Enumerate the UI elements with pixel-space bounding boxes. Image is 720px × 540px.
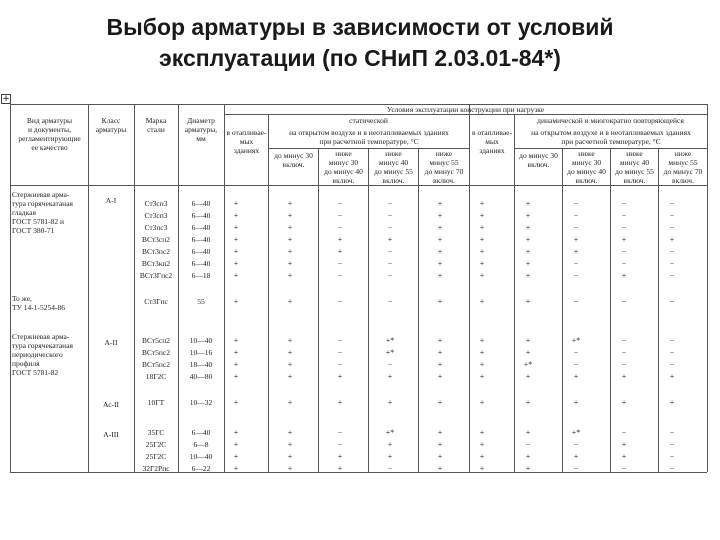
suitability-mark: + [479, 464, 485, 473]
suitability-mark: − [669, 211, 675, 220]
suitability-mark: + [669, 398, 675, 407]
suitability-mark: + [437, 223, 443, 232]
suitability-mark: − [669, 464, 675, 473]
diameter-cell: 6—40 [191, 235, 211, 244]
suitability-mark: − [669, 452, 675, 461]
suitability-mark: + [287, 440, 293, 449]
rebar-type-cell: То же, ТУ 14-1-5254-86 [12, 294, 66, 312]
suitability-mark: + [479, 297, 485, 306]
suitability-mark: + [287, 247, 293, 256]
suitability-mark: − [337, 271, 343, 280]
col-rule-t6 [562, 148, 563, 472]
diameter-cell: 10—32 [189, 398, 213, 407]
suitability-mark: + [437, 428, 443, 437]
suitability-mark: − [387, 199, 393, 208]
suitability-mark: + [287, 223, 293, 232]
steel-grade-cell: Ст3пс3 [144, 223, 168, 232]
suitability-mark: − [337, 259, 343, 268]
suitability-mark: + [337, 398, 343, 407]
suitability-mark: + [233, 348, 239, 357]
suitability-mark: + [233, 464, 239, 473]
suitability-mark: + [233, 336, 239, 345]
steel-grade-cell: Ст3Гпс [144, 297, 168, 306]
suitability-mark: − [621, 199, 627, 208]
suitability-mark: − [669, 348, 675, 357]
suitability-mark: + [287, 372, 293, 381]
suitability-mark: + [233, 211, 239, 220]
diameter-cell: 6—40 [191, 211, 211, 220]
col-rule-t3 [368, 148, 369, 472]
suitability-mark: + [437, 464, 443, 473]
suitability-mark: − [337, 223, 343, 232]
suitability-mark: + [621, 235, 627, 244]
suitability-mark: − [573, 360, 579, 369]
suitability-mark: + [479, 271, 485, 280]
scanned-table [10, 104, 707, 474]
steel-grade-cell: ВСт3кп2 [141, 259, 171, 268]
suitability-mark: − [573, 440, 579, 449]
suitability-mark: + [479, 199, 485, 208]
suitability-mark: + [525, 398, 531, 407]
suitability-mark: + [233, 452, 239, 461]
suitability-mark: + [669, 372, 675, 381]
suitability-mark: + [337, 452, 343, 461]
suitability-mark: − [387, 297, 393, 306]
suitability-mark: + [573, 235, 579, 244]
rebar-class-cell: А-III [103, 430, 119, 439]
suitability-mark: − [669, 259, 675, 268]
suitability-mark: − [387, 271, 393, 280]
suitability-mark: − [387, 211, 393, 220]
header-rebar-type: Вид арматуры и документы, регламентирующие ее качество [18, 116, 81, 152]
suitability-mark: + [287, 464, 293, 473]
suitability-mark: + [337, 464, 343, 473]
suitability-mark: − [573, 348, 579, 357]
suitability-mark: − [525, 440, 531, 449]
suitability-mark: − [621, 211, 627, 220]
diameter-cell: 6—22 [191, 464, 211, 473]
header-temp-4: ниже минус 55 до минус 70 включ. [424, 149, 464, 185]
suitability-mark: − [573, 271, 579, 280]
suitability-mark: − [621, 297, 627, 306]
slide-title-line2: эксплуатации (по СНиП 2.03.01-84*) [159, 45, 561, 71]
suitability-mark: + [437, 360, 443, 369]
suitability-mark: + [287, 211, 293, 220]
header-temp-3: ниже минус 40 до минус 55 включ. [374, 149, 413, 185]
suitability-mark: +* [523, 360, 533, 369]
suitability-mark: + [525, 428, 531, 437]
suitability-mark: − [387, 223, 393, 232]
suitability-mark: − [621, 360, 627, 369]
header-heated-dynamic: в отапливае- мых зданиях [471, 128, 513, 155]
diameter-cell: 6—40 [191, 223, 211, 232]
rebar-type-cell: Стержневая арма- тура горячекатаная гладкая ГОСТ 5781-82 и ГОСТ 380-71 [12, 190, 73, 235]
suitability-mark: + [287, 398, 293, 407]
suitability-mark: + [479, 336, 485, 345]
header-rule-1 [224, 114, 707, 115]
suitability-mark: − [669, 223, 675, 232]
suitability-mark: + [437, 398, 443, 407]
diameter-cell: 10—16 [189, 348, 213, 357]
suitability-mark: + [525, 372, 531, 381]
steel-grade-cell: 32Г2Рпс [142, 464, 170, 473]
suitability-mark: + [387, 372, 393, 381]
suitability-mark: + [525, 223, 531, 232]
diameter-cell: 10—40 [189, 452, 213, 461]
suitability-mark: +* [385, 428, 395, 437]
suitability-mark: + [525, 235, 531, 244]
rebar-class-cell: Ас-II [102, 400, 120, 409]
suitability-mark: + [525, 348, 531, 357]
suitability-mark: + [387, 398, 393, 407]
suitability-mark: + [573, 398, 579, 407]
suitability-mark: − [669, 297, 675, 306]
suitability-mark: + [437, 297, 443, 306]
header-heated-static: в отапливае- мых зданиях [226, 128, 267, 155]
suitability-mark: + [337, 247, 343, 256]
steel-grade-cell: ВСт3сп2 [141, 235, 171, 244]
suitability-mark: − [621, 223, 627, 232]
header-temp-1: до минус 30 включ. [274, 151, 313, 169]
suitability-mark: + [525, 211, 531, 220]
suitability-mark: + [287, 452, 293, 461]
header-temp-7: ниже минус 40 до минус 55 включ. [615, 149, 654, 185]
suitability-mark: + [233, 297, 239, 306]
suitability-mark: + [573, 372, 579, 381]
suitability-mark: + [479, 247, 485, 256]
suitability-mark: + [233, 247, 239, 256]
suitability-mark: + [621, 398, 627, 407]
suitability-mark: + [437, 440, 443, 449]
suitability-mark: + [233, 372, 239, 381]
steel-grade-cell: 35ГС [147, 428, 165, 437]
steel-grade-cell: ВСт5пс2 [141, 360, 171, 369]
suitability-mark: + [621, 452, 627, 461]
rebar-class-cell: А-I [105, 196, 117, 205]
suitability-mark: − [337, 348, 343, 357]
suitability-mark: + [233, 259, 239, 268]
diameter-cell: 6—40 [191, 428, 211, 437]
suitability-mark: − [669, 440, 675, 449]
suitability-mark: + [437, 235, 443, 244]
rebar-class-cell: А-II [104, 338, 118, 347]
suitability-mark: + [669, 235, 675, 244]
suitability-mark: + [573, 452, 579, 461]
table-bottom-rule [10, 472, 707, 473]
suitability-mark: − [573, 223, 579, 232]
steel-grade-cell: Ст3сп3 [144, 199, 168, 208]
suitability-mark: + [621, 271, 627, 280]
header-bottom-rule [10, 185, 707, 186]
diameter-cell: 10—40 [189, 336, 213, 345]
suitability-mark: − [337, 360, 343, 369]
suitability-mark: − [669, 247, 675, 256]
suitability-mark: + [233, 360, 239, 369]
suitability-mark: + [479, 440, 485, 449]
suitability-mark: + [437, 372, 443, 381]
suitability-mark: + [437, 348, 443, 357]
suitability-mark: + [621, 372, 627, 381]
suitability-mark: + [287, 297, 293, 306]
steel-grade-cell: 18Г2С [145, 372, 167, 381]
suitability-mark: + [437, 452, 443, 461]
header-temp-5: до минус 30 включ. [519, 151, 558, 169]
header-diameter: Диаметр арматуры, мм [184, 116, 218, 143]
header-static: статической [349, 116, 388, 125]
suitability-mark: + [337, 372, 343, 381]
suitability-mark: − [387, 259, 393, 268]
suitability-mark: − [621, 428, 627, 437]
suitability-mark: + [525, 452, 531, 461]
steel-grade-cell: ВСт5сп2 [141, 336, 171, 345]
suitability-mark: + [233, 235, 239, 244]
steel-grade-cell: Ст3сп3 [144, 211, 168, 220]
suitability-mark: − [573, 259, 579, 268]
suitability-mark: + [525, 259, 531, 268]
header-temp-6: ниже минус 30 до минус 40 включ. [567, 149, 606, 185]
col-rule-t7 [610, 148, 611, 472]
suitability-mark: + [525, 336, 531, 345]
diameter-cell: 6—8 [193, 440, 209, 449]
suitability-mark: − [669, 199, 675, 208]
suitability-mark: − [669, 428, 675, 437]
suitability-mark: − [669, 360, 675, 369]
header-dynamic: динамической и многократно повторяющейся [537, 116, 684, 125]
suitability-mark: + [387, 440, 393, 449]
slide-title [0, 12, 720, 74]
suitability-mark: +* [385, 336, 395, 345]
header-rebar-class: Класс арматуры [95, 116, 127, 134]
suitability-mark: − [621, 464, 627, 473]
suitability-mark: + [479, 452, 485, 461]
col-rule-right [707, 104, 708, 472]
suitability-mark: + [525, 297, 531, 306]
suitability-mark: + [233, 398, 239, 407]
suitability-mark: + [233, 199, 239, 208]
suitability-mark: + [287, 348, 293, 357]
suitability-mark: + [525, 247, 531, 256]
suitability-mark: + [337, 235, 343, 244]
suitability-mark: − [573, 211, 579, 220]
suitability-mark: + [287, 428, 293, 437]
suitability-mark: + [387, 452, 393, 461]
suitability-mark: − [337, 199, 343, 208]
steel-grade-cell: 25Г2С [145, 440, 167, 449]
suitability-mark: − [621, 348, 627, 357]
suitability-mark: − [621, 259, 627, 268]
suitability-mark: + [437, 199, 443, 208]
suitability-mark: + [621, 440, 627, 449]
col-rule-t2 [318, 148, 319, 472]
header-temp-8: ниже минус 55 до минус 70 включ. [663, 149, 703, 185]
rebar-type-cell: Стержневая арма- тура горячекатаная периодического профиля ГОСТ 5781-82 [12, 332, 73, 377]
suitability-mark: − [573, 464, 579, 473]
col-rule-diam [178, 104, 179, 472]
suitability-mark: − [621, 336, 627, 345]
col-rule-t8 [658, 148, 659, 472]
steel-grade-cell: ВСт5пс2 [141, 348, 171, 357]
suitability-mark: + [437, 336, 443, 345]
suitability-mark: + [479, 360, 485, 369]
suitability-mark: − [387, 247, 393, 256]
suitability-mark: − [387, 464, 393, 473]
suitability-mark: − [669, 336, 675, 345]
header-steel-grade: Марка стали [145, 116, 167, 134]
suitability-mark: + [479, 428, 485, 437]
suitability-mark: − [573, 199, 579, 208]
suitability-mark: +* [571, 428, 581, 437]
suitability-mark: + [437, 271, 443, 280]
suitability-mark: + [287, 259, 293, 268]
col-rule-class [88, 104, 89, 472]
suitability-mark: − [621, 247, 627, 256]
suitability-mark: − [669, 271, 675, 280]
header-conditions: Условия эксплуатации конструкции при нагрузке [386, 105, 545, 114]
suitability-mark: − [337, 428, 343, 437]
steel-grade-cell: ВСт3пс2 [141, 247, 171, 256]
diameter-cell: 6—40 [191, 199, 211, 208]
suitability-mark: + [573, 247, 579, 256]
suitability-mark: + [233, 428, 239, 437]
suitability-mark: + [233, 271, 239, 280]
diameter-cell: 6—18 [191, 271, 211, 280]
suitability-mark: +* [385, 348, 395, 357]
suitability-mark: − [337, 336, 343, 345]
suitability-mark: + [479, 259, 485, 268]
suitability-mark: + [233, 223, 239, 232]
diameter-cell: 40—80 [189, 372, 213, 381]
diameter-cell: 55 [197, 297, 205, 306]
suitability-mark: + [437, 259, 443, 268]
suitability-mark: + [387, 235, 393, 244]
suitability-mark: − [337, 211, 343, 220]
suitability-mark: − [337, 440, 343, 449]
suitability-mark: − [387, 360, 393, 369]
suitability-mark: + [437, 211, 443, 220]
suitability-mark: + [525, 271, 531, 280]
suitability-mark: + [479, 398, 485, 407]
table-move-handle-icon[interactable]: + [2, 94, 10, 104]
suitability-mark: + [437, 247, 443, 256]
col-rule-grade [134, 104, 135, 472]
diameter-cell: 18—40 [189, 360, 213, 369]
suitability-mark: + [525, 199, 531, 208]
suitability-mark: − [337, 297, 343, 306]
header-open-air-static: на открытом воздухе и в неотапливаемых зданиях при расчетной температуре, °C [289, 128, 449, 146]
suitability-mark: + [525, 464, 531, 473]
header-open-air-dynamic: на открытом воздухе и в неотапливаемых зданиях при расчетной температуре, °C [531, 128, 691, 146]
suitability-mark: − [573, 297, 579, 306]
col-rule-left [10, 104, 11, 472]
suitability-mark: +* [571, 336, 581, 345]
col-rule-dynamic [469, 104, 470, 472]
suitability-mark: + [287, 271, 293, 280]
suitability-mark: + [479, 211, 485, 220]
suitability-mark: + [287, 336, 293, 345]
diameter-cell: 6—40 [191, 247, 211, 256]
col-rule-static [224, 104, 225, 472]
suitability-mark: + [233, 440, 239, 449]
suitability-mark: + [479, 235, 485, 244]
suitability-mark: + [479, 348, 485, 357]
suitability-mark: + [287, 235, 293, 244]
col-rule-t4 [418, 148, 419, 472]
steel-grade-cell: 25Г2С [145, 452, 167, 461]
suitability-mark: + [287, 360, 293, 369]
suitability-mark: + [479, 223, 485, 232]
suitability-mark: + [287, 199, 293, 208]
suitability-mark: + [479, 372, 485, 381]
steel-grade-cell: 10ГТ [147, 398, 165, 407]
diameter-cell: 6—40 [191, 259, 211, 268]
header-temp-2: ниже минус 30 до минус 40 включ. [324, 149, 363, 185]
steel-grade-cell: ВСт3Гпс2 [139, 271, 173, 280]
slide-title-line1: Выбор арматуры в зависимости от условий [106, 14, 614, 40]
